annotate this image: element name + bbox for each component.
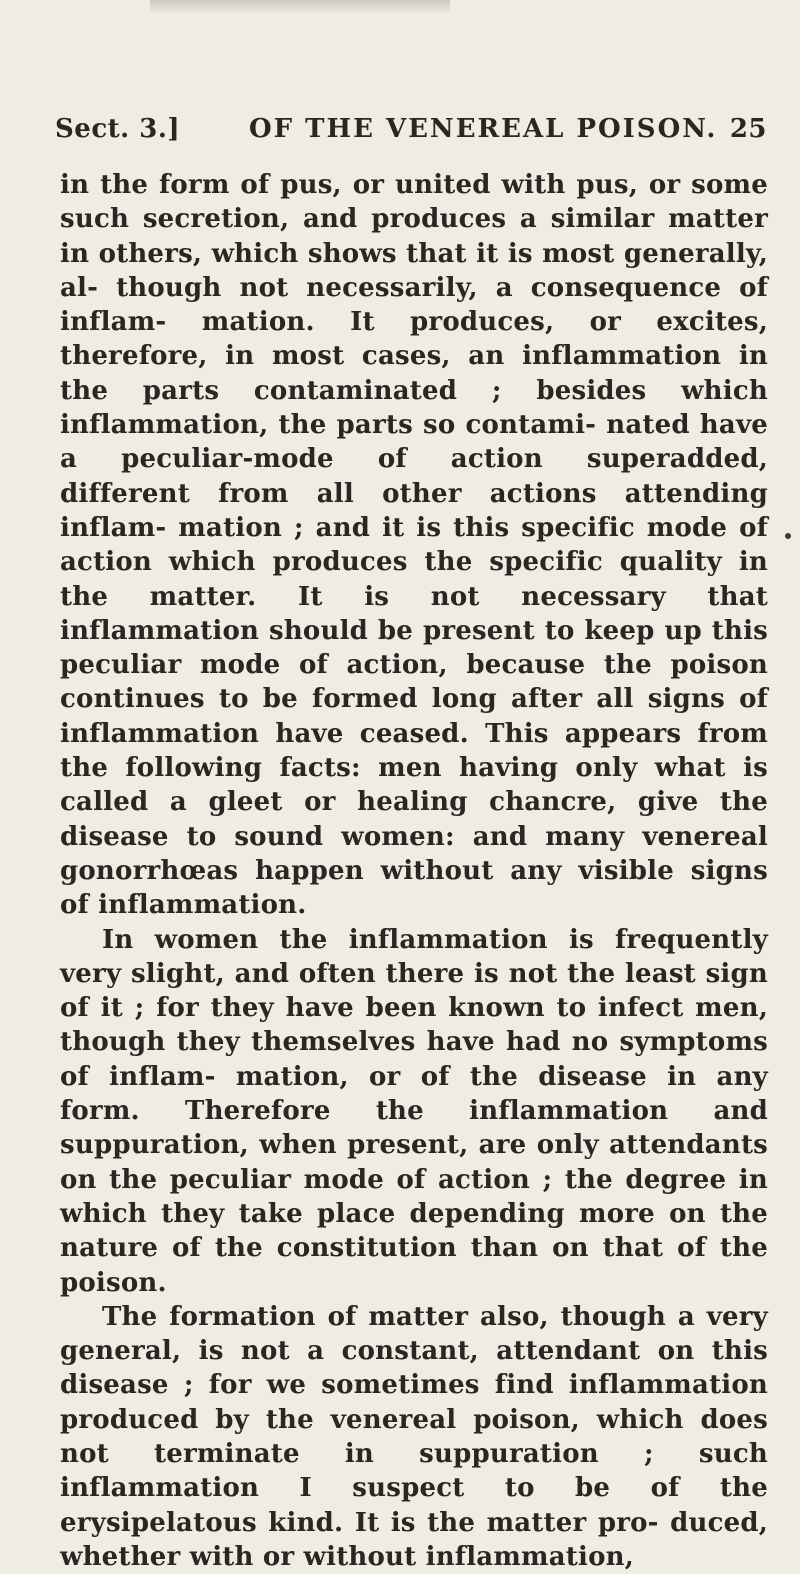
page-edge-shadow [150,0,450,14]
paragraph-2: In women the inflammation is frequently very slight, and often there is not the least sign of it ; for they have been known to infect men, though they themselves have had no symptoms of inflam- mation, or of the disease in any form. Therefore the inflammation and suppuration, when present, are only attendants on the peculiar mode of action ; the degree in which they take place depending more on the nature of the constitution than on that of the poison. [60,924,768,1298]
running-title: OF THE VENEREAL POISON. [249,114,718,144]
body-text [60,168,768,1574]
running-header [55,108,767,150]
ink-speck [784,532,792,540]
section-label: Sect. 3.] [55,114,181,144]
page-number: 25 [729,114,767,144]
paragraph-3: The formation of matter also, though a very general, is not a constant, attendant on this disease ; for we sometimes find inflammation produced by the venereal poison, which does not terminate in suppuration ; such inflammation I suspect to be of the erysipelatous kind. It is the matter pro- duced, whether with or without inflammation, [60,1301,768,1572]
paragraph-1: in the form of pus, or united with pus, or some such secretion, and produces a similar matter in others, which shows that it is most generally, al- though not necessarily, a consequence of inflam- mation. It produces, or excites, therefore, in most cases, an inflammation in the parts contaminated ; besides which inflammation, the parts so contami- nated have a peculiar-mode of action superadded, different from all other actions attending inflam- mation ; and it is this specific mode of action which produces the specific quality in the matter. It is not necessary that inflammation should be present to keep up this peculiar mode of action, because the poison continues to be formed long after all signs of inflammation have ceased. This appears from the following facts: men having only what is called a gleet or healing chancre, give the disease to sound women: and many venereal gonorrhœas happen without any visible signs of inflammation. [60,170,768,921]
